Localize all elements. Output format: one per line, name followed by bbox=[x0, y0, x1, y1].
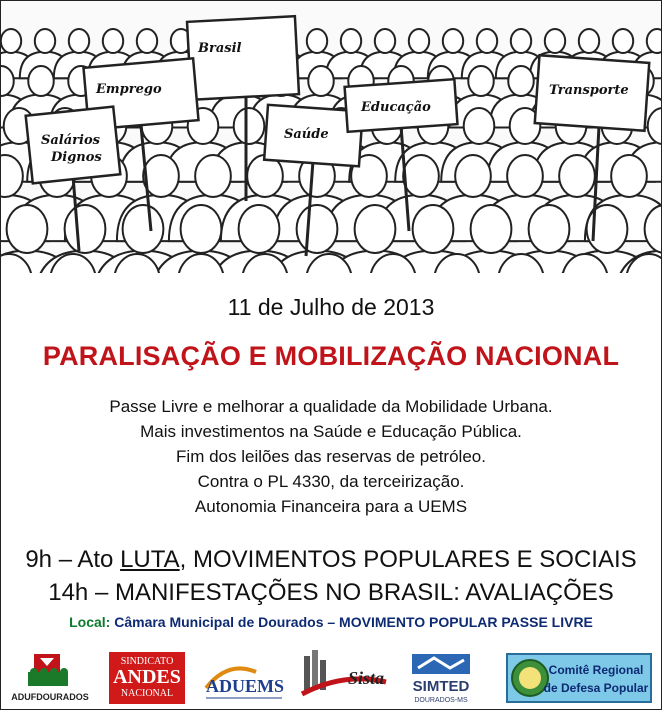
svg-text:Emprego: Emprego bbox=[96, 82, 162, 97]
headline: PARALISAÇÃO E MOBILIZAÇÃO NACIONAL bbox=[42, 341, 620, 371]
svg-text:SIMTED: SIMTED bbox=[412, 678, 470, 695]
location-text: Câmara Municipal de Dourados – MOVIMENTO POPULAR PASSE LIVRE bbox=[110, 614, 593, 630]
logo-sista bbox=[298, 650, 390, 706]
logo-adufdourados bbox=[10, 650, 90, 706]
svg-text:ANDES: ANDES bbox=[113, 666, 181, 688]
logo-aduems bbox=[198, 650, 288, 706]
schedule-morning bbox=[0, 543, 662, 576]
logo-comite-regional bbox=[506, 650, 652, 706]
svg-text:de Defesa Popular: de Defesa Popular bbox=[543, 681, 649, 695]
logo-andes bbox=[108, 650, 186, 706]
schedule-afternoon: 14h – MANIFESTAÇÕES NO BRASIL: AVALIAÇÕES bbox=[48, 579, 614, 606]
demand-item: Autonomia Financeira para a UEMS bbox=[194, 497, 468, 516]
schedule-morning-title: , MOVIMENTOS POPULARES E SOCIAIS bbox=[179, 546, 637, 573]
logo-simted bbox=[398, 650, 484, 706]
schedule bbox=[0, 543, 662, 609]
demand-item: Fim dos leilões das reservas de petróleo. bbox=[176, 447, 486, 466]
event-date: 11 de Julho de 2013 bbox=[227, 294, 435, 320]
svg-text:ADUFDOURADOS: ADUFDOURADOS bbox=[11, 692, 89, 702]
sponsor-logos bbox=[10, 650, 652, 706]
demand-item: Passe Livre e melhorar a qualidade da Mobilidade Urbana. bbox=[109, 397, 553, 416]
svg-text:Educação: Educação bbox=[361, 100, 431, 115]
svg-text:SaláriosDignos: Salários Dignos bbox=[41, 133, 102, 165]
crowd-illustration bbox=[1, 1, 661, 273]
location bbox=[0, 614, 662, 630]
demand-item: Mais investimentos na Saúde e Educação Pública. bbox=[140, 422, 522, 441]
svg-text:Saúde: Saúde bbox=[284, 127, 329, 142]
svg-text:NACIONAL: NACIONAL bbox=[120, 688, 174, 699]
svg-text:Comitê Regional: Comitê Regional bbox=[548, 663, 644, 677]
demands-list bbox=[0, 394, 662, 519]
svg-text:DOURADOS-MS: DOURADOS-MS bbox=[414, 697, 468, 704]
demand-item: Contra o PL 4330, da terceirização. bbox=[197, 472, 465, 491]
schedule-morning-highlight: LUTA bbox=[120, 546, 180, 573]
svg-text:Transporte: Transporte bbox=[549, 83, 629, 98]
svg-text:Brasil: Brasil bbox=[198, 41, 242, 56]
svg-text:ADUEMS: ADUEMS bbox=[206, 676, 285, 696]
svg-text:Sista: Sista bbox=[348, 668, 385, 688]
svg-text:SINDICATO: SINDICATO bbox=[120, 656, 174, 667]
schedule-morning-time: 9h – Ato bbox=[25, 546, 121, 573]
location-label: Local: bbox=[69, 614, 111, 630]
